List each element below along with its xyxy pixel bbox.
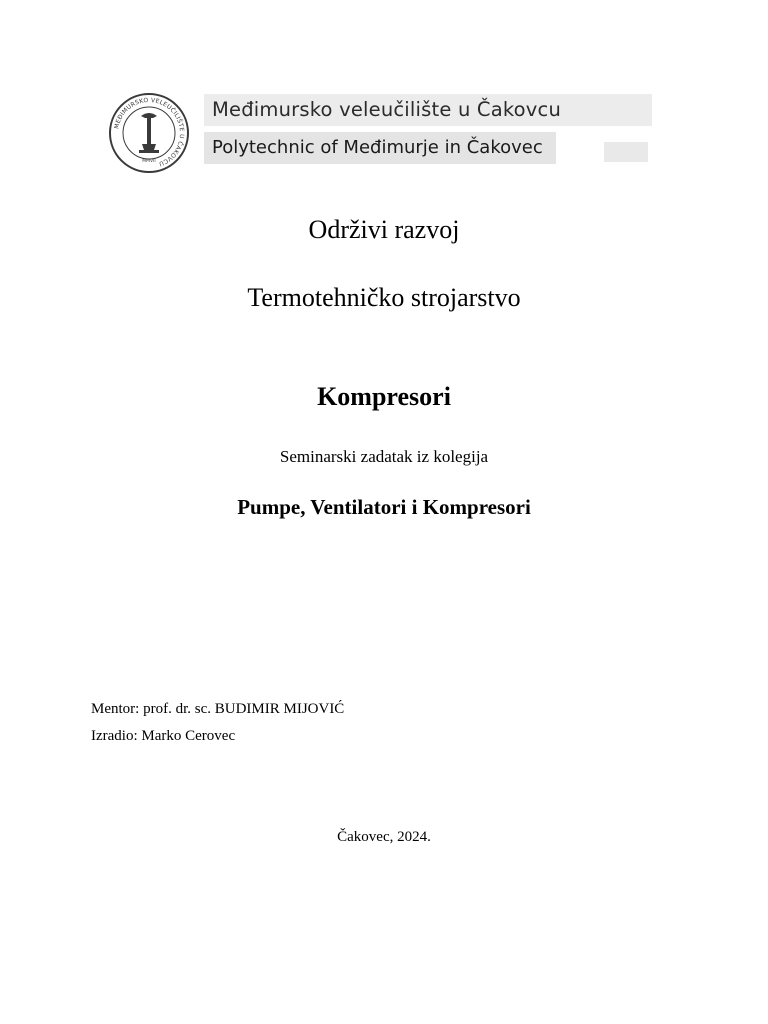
seal-ring-text: MEĐIMURSKO VELEUČILIŠTE U ČAKOVCU [113,96,186,168]
course-name: Pumpe, Ventilatori i Kompresori [237,495,531,519]
institution-name-croatian: Međimursko veleučilište u Čakovcu [204,94,652,126]
header-banner [108,92,648,174]
document-type: Seminarski zadatak iz kolegija [279,447,489,466]
author-line: Izradio: Marko Cerovec [91,728,236,744]
study-program: Termotehničko strojarstvo [247,283,521,312]
institution-name-block [204,94,648,166]
banner-tail-decoration [604,142,648,162]
document-title: Kompresori [317,382,451,411]
seal-year-text: MMVII [142,159,156,164]
department-name: Održivi razvoj [308,215,460,244]
institution-seal-icon [108,92,190,174]
place-date: Čakovec, 2024. [337,829,431,845]
mentor-line: Mentor: prof. dr. sc. BUDIMIR MIJOVIĆ [91,701,345,717]
institution-name-english: Polytechnic of Međimurje in Čakovec [204,132,556,164]
